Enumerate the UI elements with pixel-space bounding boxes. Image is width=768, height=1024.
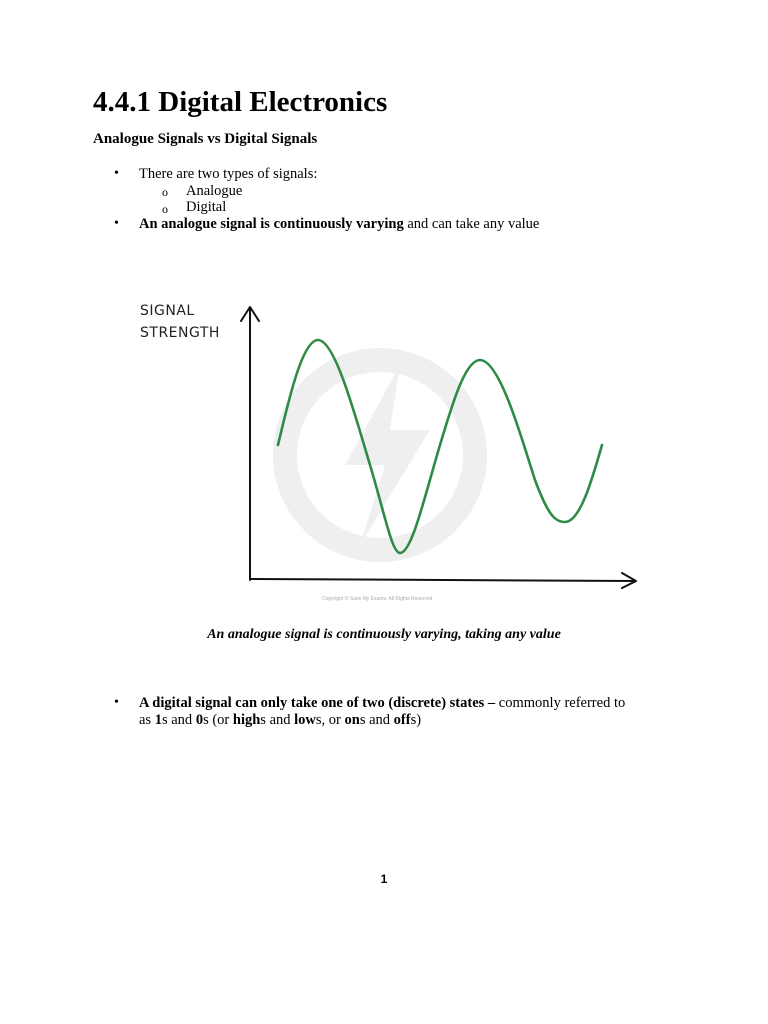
bullet-marker: • — [114, 216, 119, 231]
sub-item-analogue: Analogue — [186, 183, 243, 199]
bold-phrase: An analogue signal is continuously varying — [139, 216, 404, 232]
bold-fragment: low — [294, 712, 316, 728]
sub-bullet-marker: o — [162, 202, 168, 216]
text-fragment: s) — [410, 712, 422, 728]
bold-fragment: off — [393, 712, 411, 728]
bold-phrase: A digital signal can only take one of two (discrete) states – — [139, 695, 496, 711]
bullet-text-signal-types: There are two types of signals: — [139, 166, 318, 182]
bullet-text-analogue-definition — [139, 216, 539, 233]
page-number: 1 — [380, 872, 388, 886]
regular-phrase: commonly referred to — [495, 695, 626, 711]
text-fragment: s and — [260, 712, 295, 728]
bullet-text-digital-definition — [139, 695, 625, 712]
text-fragment: s and — [161, 712, 196, 728]
y-axis-label-line2: STRENGTH — [140, 325, 220, 341]
text-fragment: as — [139, 712, 155, 728]
page-title: 4.4.1 Digital Electronics — [93, 86, 388, 118]
text-fragment: s, or — [315, 712, 345, 728]
figure-caption: An analogue signal is continuously varying, taking any value — [207, 627, 561, 642]
bold-fragment: on — [344, 712, 360, 728]
bullet-text-digital-states — [139, 712, 421, 729]
y-axis — [241, 307, 259, 580]
bold-fragment: 1 — [154, 712, 162, 728]
watermark-logo — [285, 360, 475, 550]
section-subtitle: Analogue Signals vs Digital Signals — [93, 131, 318, 147]
regular-phrase: and can take any value — [403, 216, 540, 232]
sub-item-digital: Digital — [186, 199, 227, 215]
bullet-marker: • — [114, 695, 119, 710]
bold-fragment: high — [232, 712, 261, 728]
y-axis-label-line1: SIGNAL — [140, 303, 195, 319]
copyright-text: Copyright © Save My Exams. All Rights Reserved — [322, 596, 433, 602]
bold-fragment: 0 — [195, 712, 204, 728]
text-fragment: s (or — [203, 712, 233, 728]
analogue-signal-diagram — [130, 295, 650, 610]
bullet-marker: • — [114, 166, 119, 181]
x-axis — [250, 573, 636, 588]
text-fragment: s and — [359, 712, 394, 728]
sub-bullet-marker: o — [162, 185, 168, 199]
